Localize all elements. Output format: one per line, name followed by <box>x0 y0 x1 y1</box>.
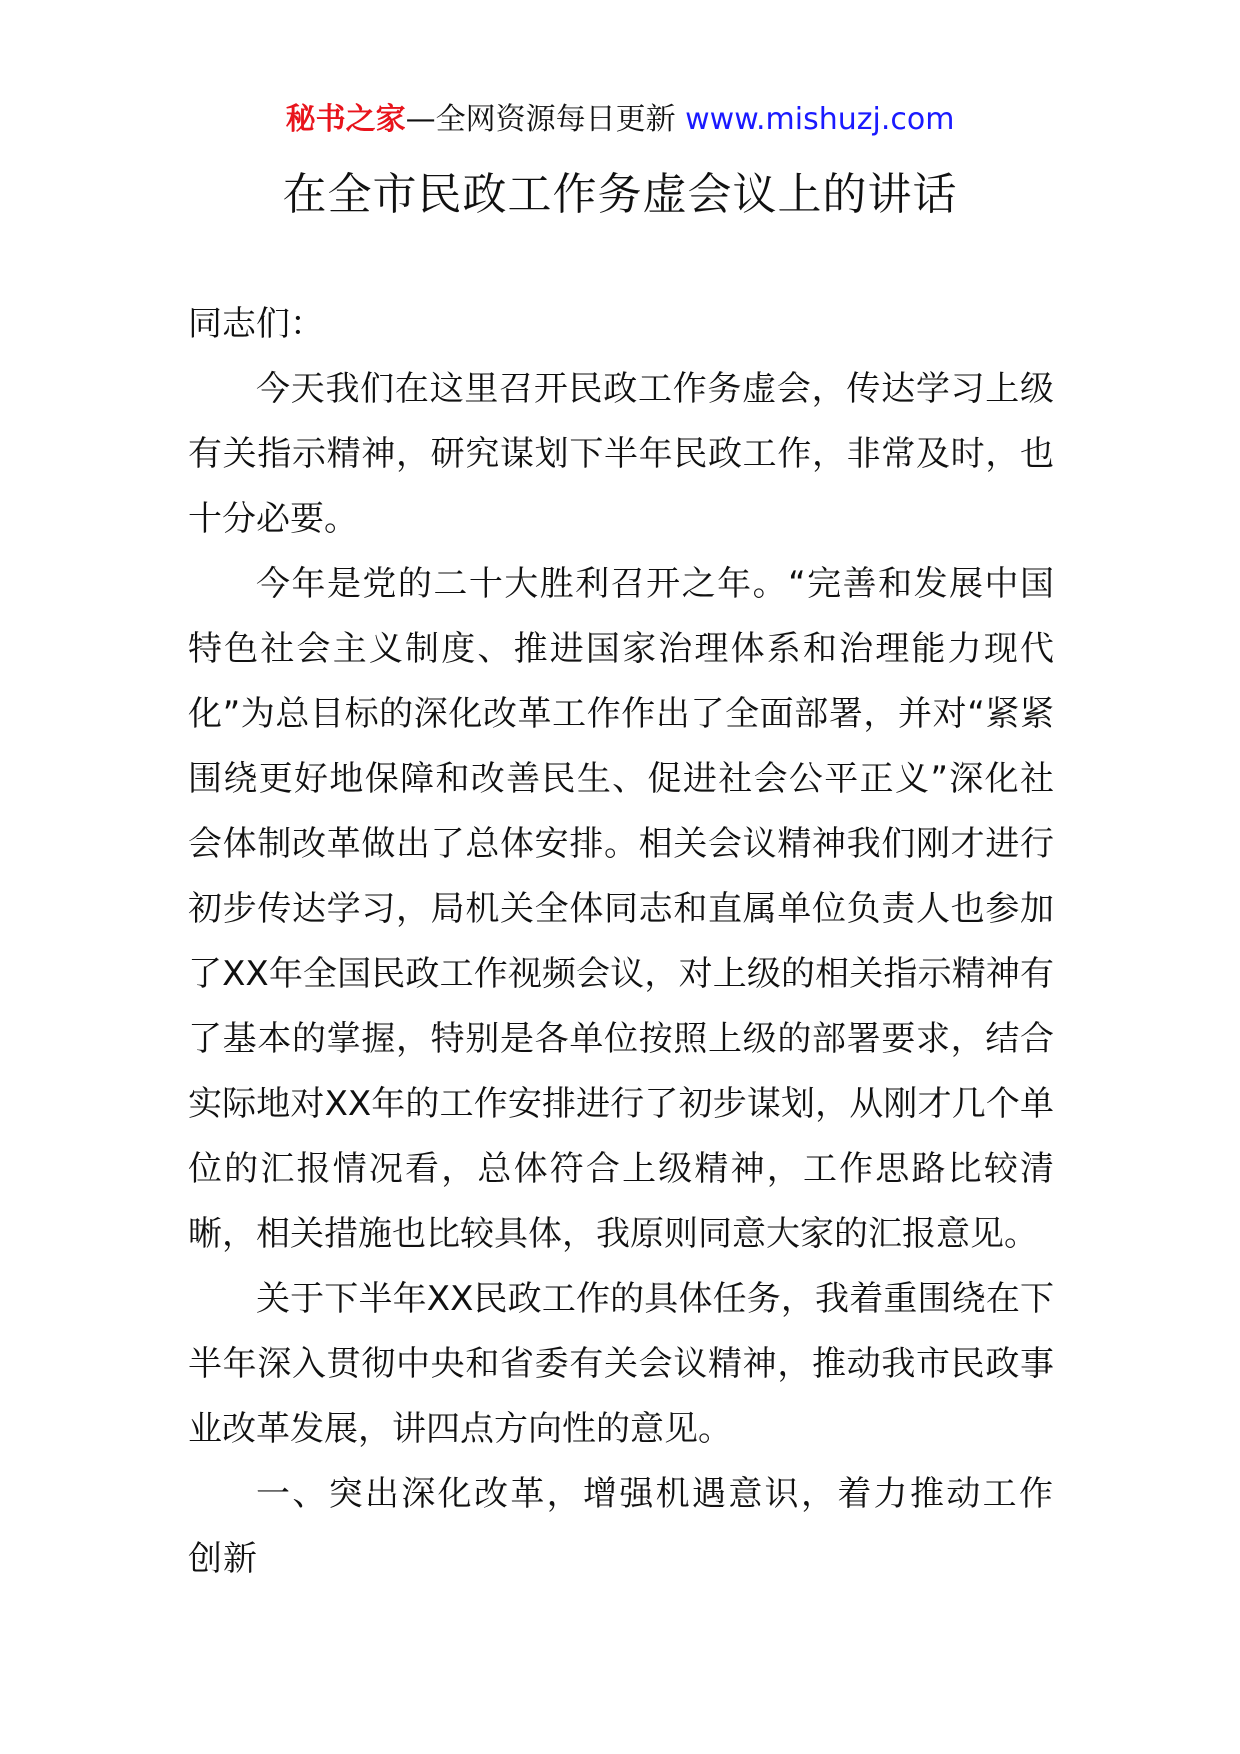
site-banner <box>0 98 1240 142</box>
site-tagline: —全网资源每日更新 <box>405 102 676 137</box>
paragraph: 今天我们在这里召开民政工作务虚会，传达学习上级有关指示精神，研究谋划下半年民政工作，非常及时，也十分必要。 <box>188 369 1054 539</box>
paragraph: 今年是党的二十大胜利召开之年。“完善和发展中国特色社会主义制度、推进国家治理体系和治理能力现代化”为总目标的深化改革工作作出了全面部署，并对“紧紧围绕更好地保障和改善民生、促进社会公平正义”深化社会体制改革做出了总体安排。相关会议精神我们刚才进行初步传达学习，局机关全体同志和直属单位负责人也参加了XX年全国民政工作视频会议，对上级的相关指示精神有了基本的掌握，特别是各单位按照上级的部署要求，结合实际地对XX年的工作安排进行了初步谋划，从刚才几个单位的汇报情况看，总体符合上级精神，工作思路比较清晰，相关措施也比较具体，我原则同意大家的汇报意见。 <box>188 564 1054 1254</box>
brand-name: 秘书之家 <box>285 102 406 137</box>
paragraph: 关于下半年XX民政工作的具体任务，我着重围绕在下半年深入贯彻中央和省委有关会议精神，推动我市民政事业改革发展，讲四点方向性的意见。 <box>188 1279 1054 1449</box>
document-body <box>188 292 1054 1592</box>
site-url[interactable]: www.mishuzj.com <box>685 102 955 137</box>
section-heading: 一、突出深化改革，增强机遇意识，着力推动工作创新 <box>188 1474 1054 1579</box>
document-title: 在全市民政工作务虚会议上的讲话 <box>282 169 958 220</box>
salutation: 同志们： <box>188 304 324 344</box>
